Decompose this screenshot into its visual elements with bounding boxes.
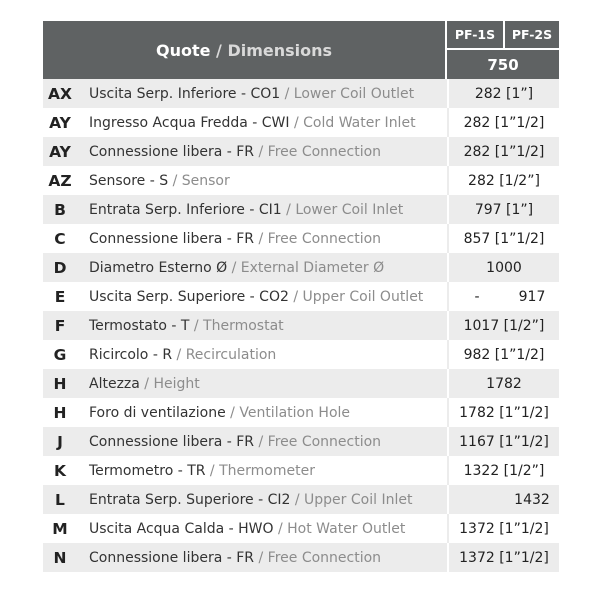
- description-separator: /: [273, 520, 288, 537]
- table-row: [43, 485, 559, 514]
- row-value: 1372 [1”1/2]: [447, 514, 559, 543]
- row-value: 282 [1/2”]: [447, 166, 559, 195]
- table-row: [43, 311, 559, 340]
- description-english: Thermometer: [219, 462, 315, 479]
- description-english: Recirculation: [185, 346, 277, 363]
- description-separator: /: [280, 85, 294, 102]
- table-row: [43, 195, 559, 224]
- table-body: [43, 79, 559, 572]
- title-english: Dimensions: [227, 40, 333, 60]
- table-title: [43, 21, 447, 79]
- description-separator: /: [205, 462, 220, 479]
- row-description: [77, 166, 447, 195]
- description-english: Upper Coil Inlet: [304, 491, 413, 508]
- row-description: [77, 485, 447, 514]
- capacity-header: 750: [447, 50, 559, 79]
- row-code: AY: [43, 108, 77, 137]
- description-english: Free Connection: [267, 549, 382, 566]
- model-pf2s-header: PF-2S: [505, 21, 559, 50]
- row-value: 1782: [447, 369, 559, 398]
- row-value: 1017 [1/2”]: [447, 311, 559, 340]
- description-separator: /: [227, 259, 241, 276]
- description-italian: Connessione libera - FR: [89, 230, 255, 247]
- description-english: Thermostat: [203, 317, 284, 334]
- table-row: [43, 340, 559, 369]
- row-value-pf1s: [447, 485, 505, 514]
- description-italian: Foro di ventilazione: [89, 404, 226, 421]
- row-code: G: [43, 340, 77, 369]
- table-header: [43, 21, 559, 79]
- description-english: Ventilation Hole: [239, 404, 351, 421]
- description-english: Lower Coil Inlet: [295, 201, 404, 218]
- description-italian: Connessione libera - FR: [89, 143, 255, 160]
- row-code: AX: [43, 79, 77, 108]
- dimensions-table: [43, 21, 559, 572]
- description-english: Sensor: [181, 172, 230, 189]
- description-english: Upper Coil Outlet: [302, 288, 424, 305]
- row-value-pf2s: 917: [505, 282, 559, 311]
- description-separator: /: [254, 230, 268, 247]
- description-italian: Entrata Serp. Superiore - CI2: [89, 491, 291, 508]
- row-code: N: [43, 543, 77, 572]
- row-value: 1372 [1”1/2]: [447, 543, 559, 572]
- description-italian: Altezza: [89, 375, 140, 392]
- table-row: [43, 108, 559, 137]
- description-separator: /: [168, 172, 182, 189]
- row-value: 1322 [1/2”]: [447, 456, 559, 485]
- row-code: AY: [43, 137, 77, 166]
- row-code: J: [43, 427, 77, 456]
- table-row: [43, 253, 559, 282]
- row-code: M: [43, 514, 77, 543]
- description-english: Hot Water Outlet: [287, 520, 406, 537]
- description-english: Height: [153, 375, 200, 392]
- description-separator: /: [225, 404, 240, 421]
- row-description: [77, 253, 447, 282]
- description-separator: /: [139, 375, 154, 392]
- row-description: [77, 79, 447, 108]
- row-description: [77, 224, 447, 253]
- description-italian: Connessione libera - FR: [89, 433, 255, 450]
- table-row: [43, 224, 559, 253]
- row-description: [77, 340, 447, 369]
- description-italian: Uscita Serp. Inferiore - CO1: [89, 85, 281, 102]
- row-code: C: [43, 224, 77, 253]
- row-code: B: [43, 195, 77, 224]
- description-italian: Sensore - S: [89, 172, 169, 189]
- row-value: 282 [1”1/2]: [447, 137, 559, 166]
- table-row: [43, 79, 559, 108]
- row-value-pf2s: 1432: [505, 485, 559, 514]
- description-italian: Ricircolo - R: [89, 346, 173, 363]
- table-row: [43, 166, 559, 195]
- description-english: Free Connection: [267, 433, 382, 450]
- row-code: H: [43, 369, 77, 398]
- description-english: Lower Coil Outlet: [293, 85, 415, 102]
- table-row: [43, 282, 559, 311]
- description-separator: /: [254, 549, 268, 566]
- row-value-pf1s: -: [447, 282, 505, 311]
- row-description: [77, 137, 447, 166]
- row-description: [77, 108, 447, 137]
- description-italian: Uscita Acqua Calda - HWO: [89, 520, 274, 537]
- table-row: [43, 398, 559, 427]
- description-separator: /: [288, 288, 303, 305]
- row-code: K: [43, 456, 77, 485]
- description-english: Free Connection: [267, 230, 382, 247]
- description-english: External Diameter Ø: [240, 259, 385, 276]
- row-code: AZ: [43, 166, 77, 195]
- description-separator: /: [281, 201, 296, 218]
- row-description: [77, 369, 447, 398]
- description-italian: Connessione libera - FR: [89, 549, 255, 566]
- row-code: E: [43, 282, 77, 311]
- description-separator: /: [289, 114, 304, 131]
- row-code: F: [43, 311, 77, 340]
- row-value: 282 [1”1/2]: [447, 108, 559, 137]
- row-description: [77, 427, 447, 456]
- description-italian: Termometro - TR: [89, 462, 206, 479]
- description-italian: Uscita Serp. Superiore - CO2: [89, 288, 289, 305]
- title-separator: /: [210, 40, 228, 60]
- description-italian: Diametro Esterno Ø: [89, 259, 228, 276]
- row-description: [77, 514, 447, 543]
- description-separator: /: [189, 317, 204, 334]
- description-english: Cold Water Inlet: [303, 114, 416, 131]
- row-description: [77, 282, 447, 311]
- title-italian: Quote: [155, 40, 211, 60]
- description-separator: /: [254, 433, 268, 450]
- row-value: 797 [1”]: [447, 195, 559, 224]
- table-row: [43, 456, 559, 485]
- table-row: [43, 514, 559, 543]
- table-row: [43, 543, 559, 572]
- row-description: [77, 456, 447, 485]
- description-separator: /: [172, 346, 186, 363]
- row-value: 1782 [1”1/2]: [447, 398, 559, 427]
- row-value: 282 [1”]: [447, 79, 559, 108]
- row-description: [77, 195, 447, 224]
- description-italian: Termostato - T: [89, 317, 190, 334]
- row-value: 857 [1”1/2]: [447, 224, 559, 253]
- row-code: L: [43, 485, 77, 514]
- row-value: 1167 [1”1/2]: [447, 427, 559, 456]
- table-row: [43, 369, 559, 398]
- table-row: [43, 427, 559, 456]
- row-description: [77, 311, 447, 340]
- row-value: 982 [1”1/2]: [447, 340, 559, 369]
- description-italian: Entrata Serp. Inferiore - CI1: [89, 201, 282, 218]
- row-description: [77, 543, 447, 572]
- row-description: [77, 398, 447, 427]
- table-row: [43, 137, 559, 166]
- description-english: Free Connection: [267, 143, 382, 160]
- row-value: 1000: [447, 253, 559, 282]
- description-italian: Ingresso Acqua Fredda - CWI: [89, 114, 290, 131]
- description-separator: /: [254, 143, 268, 160]
- model-pf1s-header: PF-1S: [447, 21, 505, 50]
- description-separator: /: [290, 491, 305, 508]
- row-code: D: [43, 253, 77, 282]
- row-code: H: [43, 398, 77, 427]
